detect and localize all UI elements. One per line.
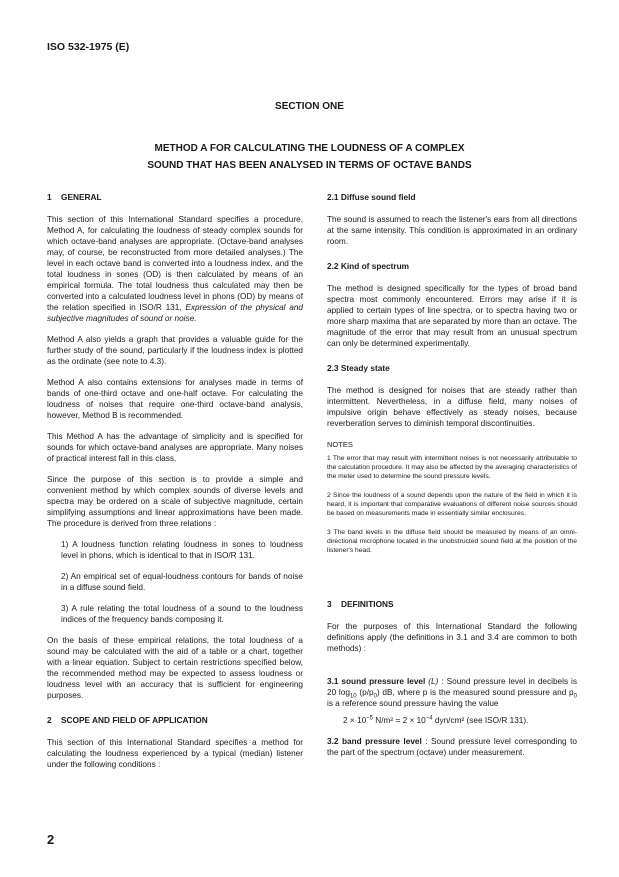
paragraph: Since the purpose of this section is to provide a simple and convenient method by which complex sounds of diverse levels and spectra may be ordered on a scale of subjective magnitude, certain simplifying assumptions and linear approximations have been made. The procedure is derived from three relations : xyxy=(47,475,303,528)
heading-steady-state: 2.3 Steady state xyxy=(327,363,390,373)
reference-pressure-formula: $2 \times 10^{-5}$ $N/m^2 = 2 \times 10^{-4}$ dyn/cm² (see ISO/R 131). xyxy=(343,715,529,725)
heading-text: GENERAL xyxy=(61,192,102,202)
heading-number: 2 xyxy=(47,715,52,725)
definition-3-2: 3.2 band pressure level : Sound pressure level corresponding to the part of the spectrum (octave) under measurement. xyxy=(327,737,577,757)
page-number: 2 xyxy=(47,832,55,847)
heading-definitions xyxy=(327,599,577,610)
document-id: ISO 532-1975 (E) xyxy=(47,41,130,53)
paragraph: The method is designed for noises that are steady rather than intermittent. Nevertheless, in a diffuse field, many noises of impulsive origin behave effectively as steady noises, because reverberation serves to diminish temporal discontinuities. xyxy=(327,386,577,428)
paragraph: For the purposes of this International Standard the following definitions apply (the definitions in 3.1 and 3.4 are common to both methods) : xyxy=(327,622,577,653)
heading-general xyxy=(47,192,303,203)
paragraph: This section of this International Standard specifies a method for calculating the loudness experienced by a typical (median) listener under the following conditions : xyxy=(47,738,303,769)
right-column xyxy=(327,192,577,768)
heading-number: 3 xyxy=(327,599,332,609)
heading-kind-of-spectrum: 2.2 Kind of spectrum xyxy=(327,261,410,271)
heading-text: DEFINITIONS xyxy=(341,599,394,609)
paragraph: This Method A has the advantage of simplicity and is specified for sounds for which octave-band analyses are appropriate. Many noises of practical interest fall in this class. xyxy=(47,432,303,463)
note: 2 Since the loudness of a sound depends upon the nature of the field in which it is heard, it is important that comparative evaluations of different noise sources should be based on measurements made in essentially similar enclosures. xyxy=(327,492,577,517)
section-title: SECTION ONE xyxy=(275,101,344,112)
main-title xyxy=(60,140,559,174)
heading-scope xyxy=(47,715,303,726)
note: 3 The band levels in the diffuse field should be measured by means of an omni-directional microphone located in the unobstructed sound field at the position of the listener's head. xyxy=(327,529,577,554)
list-item: 2) An empirical set of equal-loudness contours for bands of noise in a diffuse sound field. xyxy=(61,572,303,592)
heading-diffuse-field: 2.1 Diffuse sound field xyxy=(327,192,416,202)
definition-term: 3.1 sound pressure level xyxy=(327,677,426,686)
definition-symbol: (L) xyxy=(428,677,439,686)
definition-3-1: 3.1 sound pressure level (L) : Sound pressure level in decibels is 20 $\log_{10} (p/p_0)$ dB, where p is the measured sound pressure and $p_0$ is a reference sound pressure having the value xyxy=(327,677,578,708)
definition-term: 3.2 band pressure level xyxy=(327,737,422,746)
main-title-line1: METHOD A FOR CALCULATING THE LOUDNESS OF A COMPLEX xyxy=(154,143,465,154)
italic-reference: Expression of the physical and subjective magnitudes of sound or noise. xyxy=(47,303,303,323)
heading-text: SCOPE AND FIELD OF APPLICATION xyxy=(61,715,208,725)
paragraph: This section of this International Standard specifies a procedure, Method A, for calculating the loudness of steady complex sounds for which octave-band analyses are appropriate. (Octave-band analyses may, of course, be reconstructed from more detailed analyses.) The level in each octave band is converted into a loudness index, and the total loudness in sones (OD) is then calculated by means of an empirical formula. The total loudness thus calculated may then be converted into a calculated loudness level in phons (OD) by means of the relation specified in ISO/R 131, Expression of the physical and subjective magnitudes of sound or noise. xyxy=(47,215,303,323)
list-item: 3) A rule relating the total loudness of a sound to the loudness indices of the frequency bands composing it. xyxy=(61,604,303,624)
paragraph: The method is designed specifically for the types of broad band spectra most commonly encountered. Errors may arise if it is applied to certain types of line spectra, or to spectra having two or more sharp maxima that are separated by more than an octave. The magnitude of the error that may result from an unusual spectrum can only be determined experimentally. xyxy=(327,284,577,348)
paragraph: Method A also contains extensions for analyses made in terms of bands of one-third octave and one-half octave. For calculating the loudness of noises that require one-third octave-band analysis, however, Method B is recommended. xyxy=(47,378,303,420)
notes-label: NOTES xyxy=(327,440,353,449)
paragraph: On the basis of these empirical relations, the total loudness of a sound may be calculated with the aid of a table or a chart, together with a linear equation. Subject to certain restrictions specified below, the recommended method may be expected to assess loudness or loudness level with an accuracy that is sufficient for engineering purposes. xyxy=(47,636,303,700)
main-title-line2: SOUND THAT HAS BEEN ANALYSED IN TERMS OF OCTAVE BANDS xyxy=(147,160,472,171)
list-item: 1) A loudness function relating loudness in sones to loudness level in phons, which is identical to that in ISO/R 131. xyxy=(61,540,303,560)
left-column xyxy=(47,192,303,780)
heading-number: 1 xyxy=(47,192,52,202)
paragraph: The sound is assumed to reach the listener's ears from all directions at the same intensity. This condition is approximated in an ordinary room. xyxy=(327,215,577,246)
paragraph: Method A also yields a graph that provides a valuable guide for the further study of the sound, particularly if the loudness index is plotted as the ordinate (see note to 4.3). xyxy=(47,335,303,366)
note: 1 The error that may result with intermittent noises is not necessarily attributable to the calculation procedure. It may also be affected by the averaging characteristics of the meter used to determine the sound pressure levels. xyxy=(327,455,577,480)
